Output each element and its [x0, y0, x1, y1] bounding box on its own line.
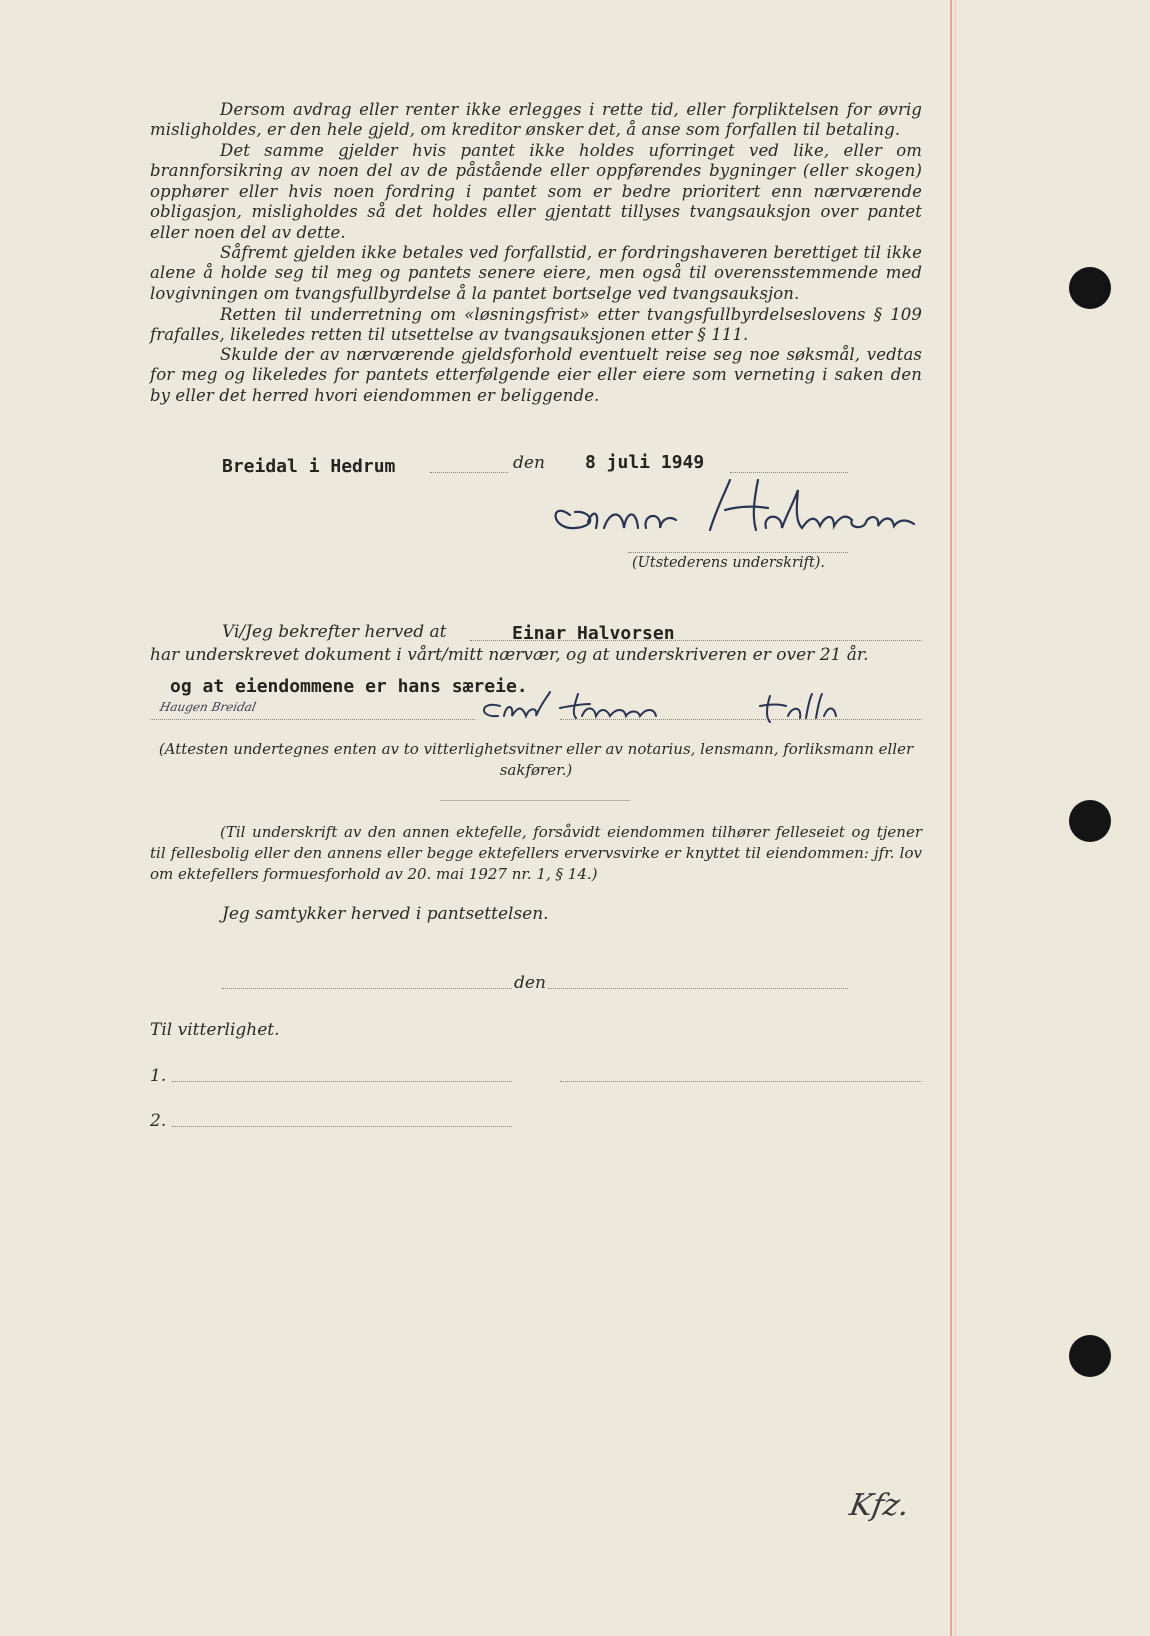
spouse-note: (Til underskrift av den annen ektefelle, forsåvidt eiendommen tilhører felleseiet og tjener til fellesbolig eller den annens eller begge ektefellers ervervsvirke er knyttet til eiendommen: jfr. lov om ektefellers formuesforhold av 20. mai 1927 nr. 1, § 14.) — [150, 823, 922, 883]
attestation-note: (Attesten undertegnes enten av to vitterlighetsvitner eller av notarius, lensmann, forliksmann eller sakfører.) — [158, 740, 914, 779]
punch-hole-middle — [1069, 800, 1111, 842]
witness-heading: Til vitterlighet. — [150, 1020, 280, 1040]
margin-rule — [950, 0, 952, 1636]
signature-dotted-line — [628, 552, 848, 553]
attestation-name: Einar Halvorsen — [512, 623, 675, 644]
date-den-label: den — [513, 453, 545, 473]
terms-paragraph-3: Såfremt gjelden ikke betales ved forfallstid, er fordringshaveren berettiget til ikke alene å holde seg til meg og pantets senere eiere, men også til overensstemmende med lovgivningen om tvangsfullbyrdelse å la pantet bortselge ved tvangsauksjon. — [150, 243, 922, 303]
punch-hole-top — [1069, 267, 1111, 309]
terms-paragraph-5: Skulde der av nærværende gjeldsforhold eventuelt reise seg noe søksmål, vedtas for meg og likeledes for pantets etterfølgende eier eller eiere som verneting i saken den by eller det herred hvori eiendommen er beliggende. — [150, 345, 922, 405]
witness-line-2-number: 2. — [150, 1111, 167, 1131]
witness-1-name-line — [172, 1081, 512, 1082]
issuer-signature-caption: (Utstederens underskrift). — [632, 555, 826, 571]
witness-signature-line — [560, 719, 922, 720]
spouse-consent: Jeg samtykker herved i pantsettelsen. — [222, 904, 549, 924]
witness-1-signature-line — [560, 1081, 922, 1082]
witness-signature — [470, 688, 870, 728]
punch-hole-bottom — [1069, 1335, 1111, 1377]
rule-line — [440, 800, 630, 801]
witness-place-handwriting: Haugen Breidal — [158, 700, 258, 714]
place-dotted-line — [430, 472, 508, 473]
consent-den-label: den — [514, 973, 546, 993]
signing-date: 8 juli 1949 — [585, 452, 705, 473]
consent-date-line — [548, 988, 848, 989]
witness-line-1-number: 1. — [150, 1066, 167, 1086]
clerk-initials: Kfz. — [846, 1488, 912, 1523]
attestation-prefix: Vi/Jeg bekrefter herved at — [222, 622, 447, 642]
attestation-typed-addition: og at eiendommene er hans særeie. — [170, 676, 528, 697]
signing-place: Breidal i Hedrum — [222, 456, 396, 477]
attestation-statement: har underskrevet dokument i vårt/mitt nærvær, og at underskriveren er over 21 år. — [150, 645, 869, 665]
witness-2-name-line — [172, 1126, 512, 1127]
margin-rule-secondary — [955, 0, 956, 1636]
attestation-name-line — [470, 640, 922, 641]
witness-place-line — [150, 719, 475, 720]
consent-place-line — [222, 988, 512, 989]
terms-paragraph-1: Dersom avdrag eller renter ikke erlegges i rette tid, eller forpliktelsen for øvrig misligholdes, er den hele gjeld, om kreditor ønsker det, å anse som forfallen til betaling. — [150, 100, 922, 140]
issuer-signature — [530, 470, 940, 550]
terms-paragraph-4: Retten til underretning om «løsningsfrist» etter tvangsfullbyrdelseslovens § 109 frafalles, likeledes retten til utsettelse av tvangsauksjonen etter § 111. — [150, 305, 922, 345]
terms-paragraph-2: Det samme gjelder hvis pantet ikke holdes uforringet ved like, eller om brannforsikring av noen del av de påstående eller oppførendes bygninger (eller skogen) opphører eller hvis noen fordring i pantet som er bedre prioritert enn nærværende obligasjon, misligholdes så det holdes eller gjentatt tillyses tvangsauksjon over pantet eller noen del av dette. — [150, 141, 922, 242]
